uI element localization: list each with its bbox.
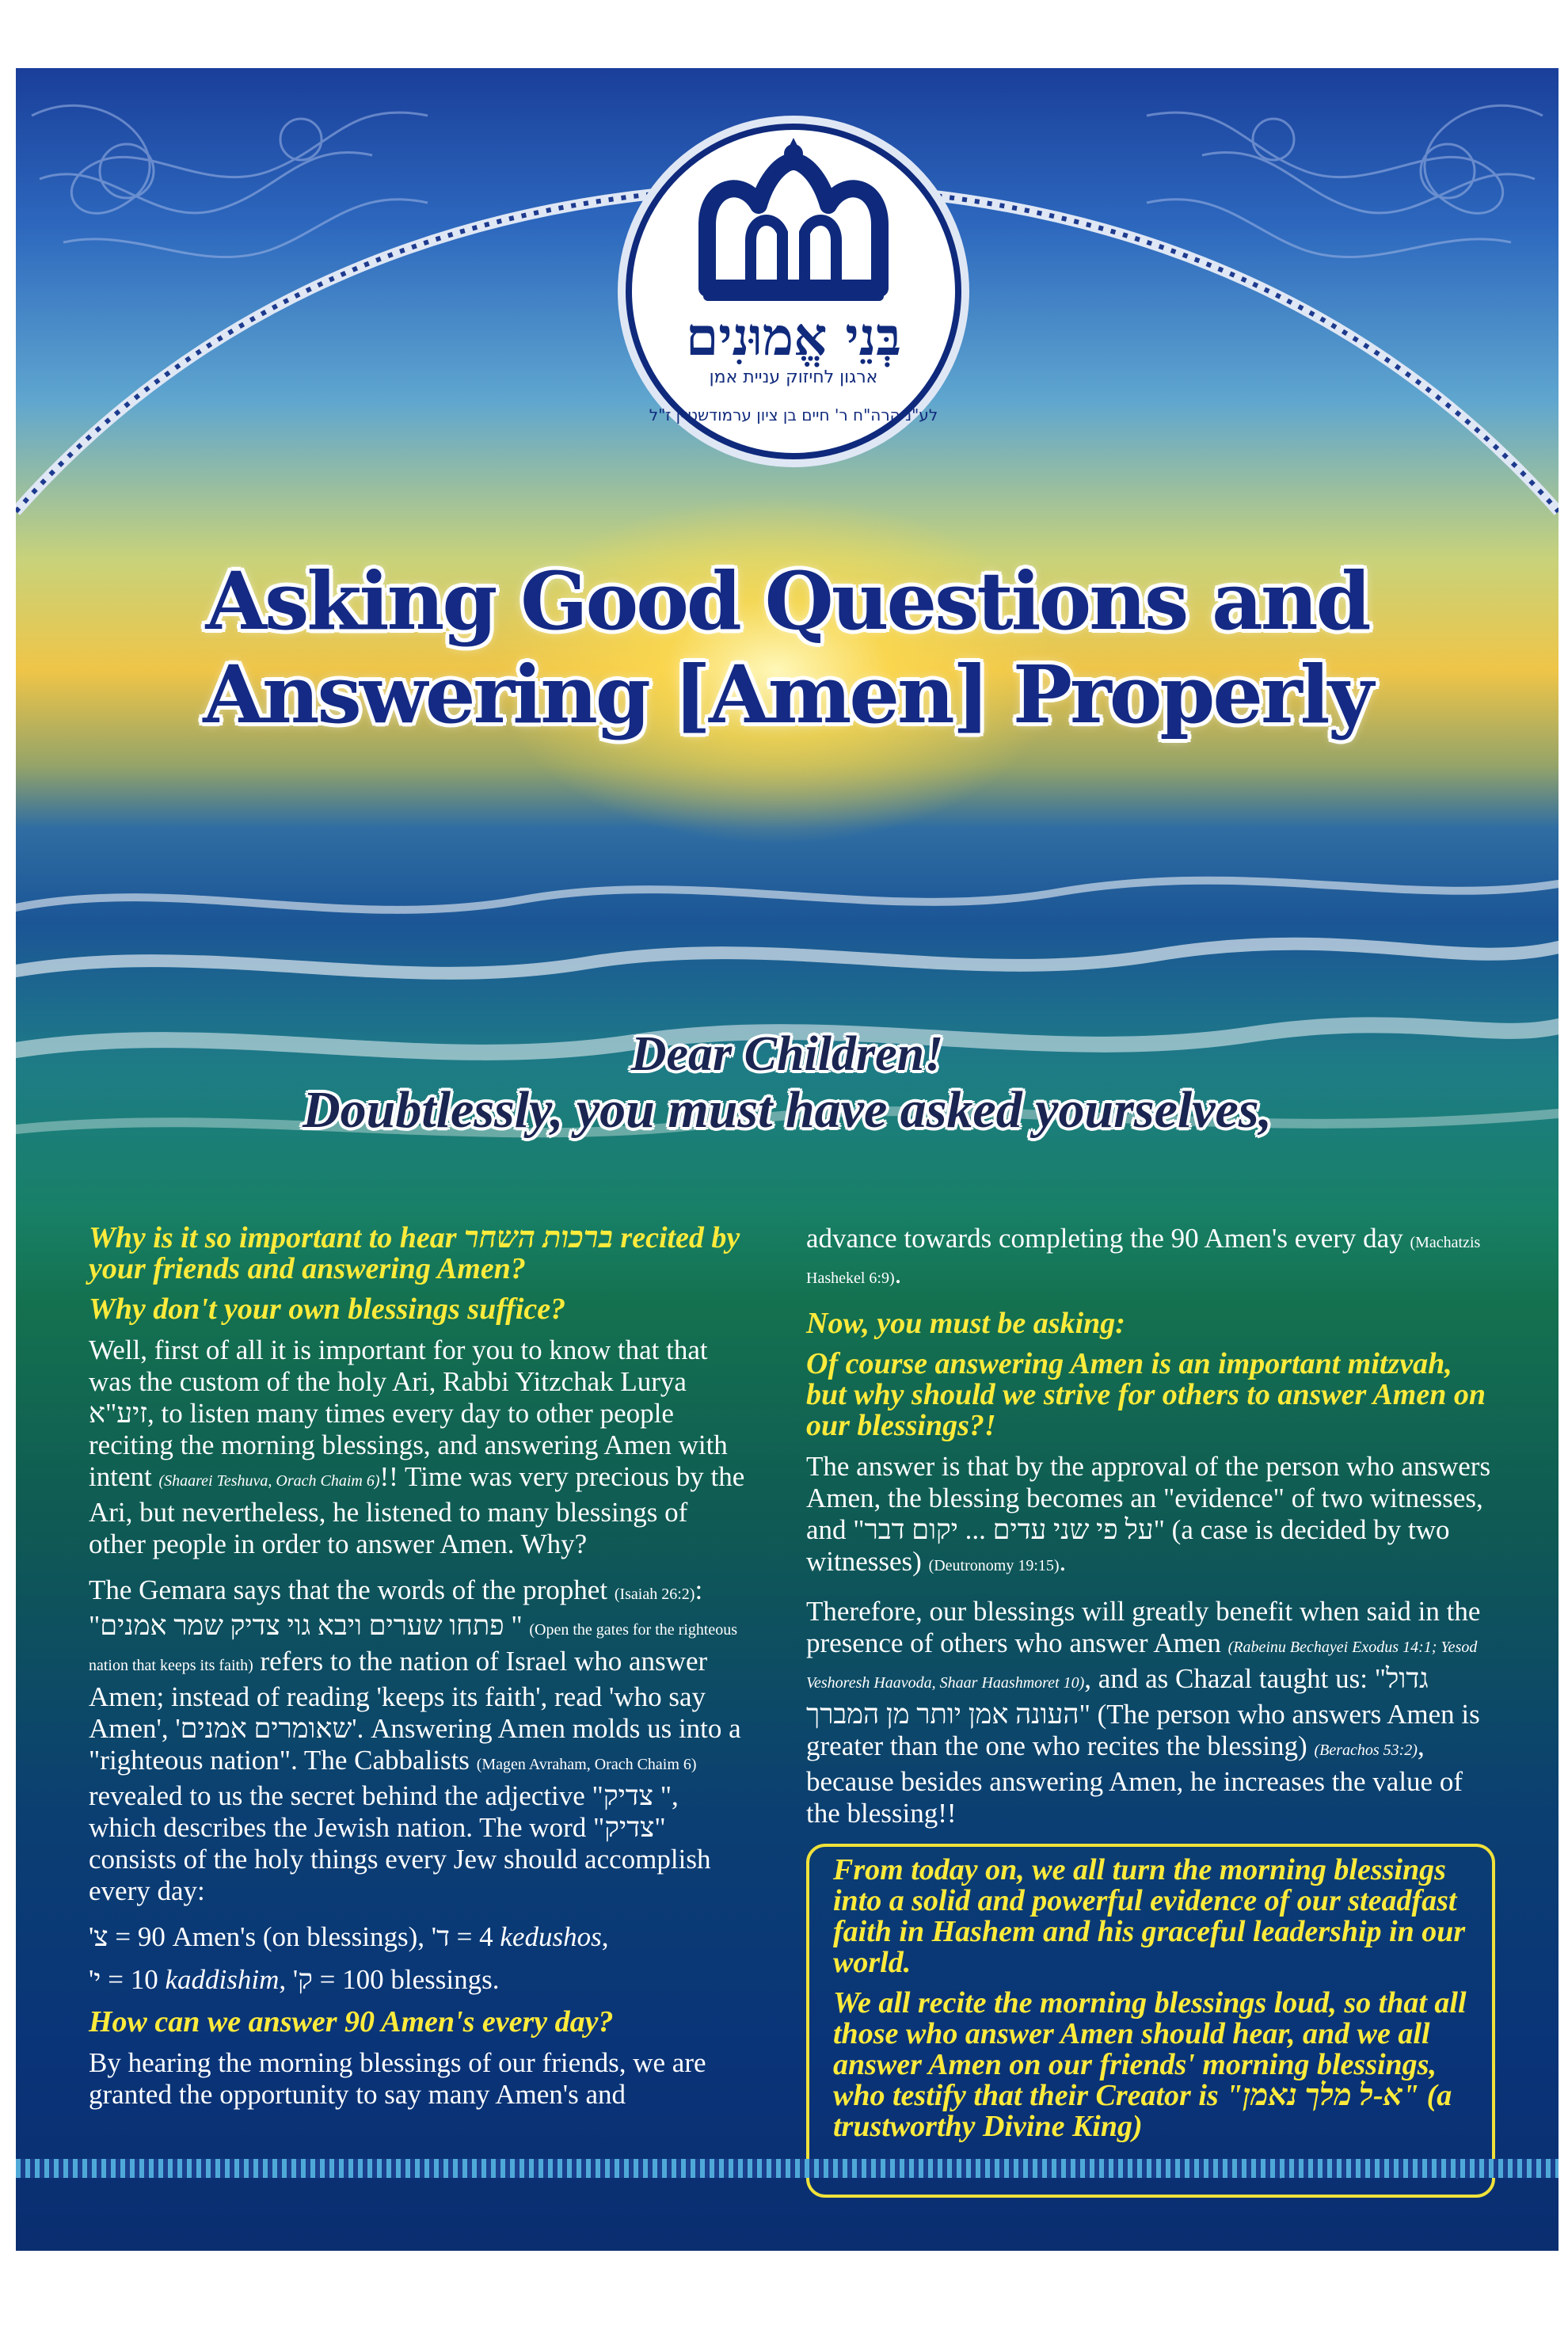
hebrew-letter: ק'	[292, 1964, 313, 1995]
text: " consists of the holy things every Jew should accomplish every day:	[89, 1812, 711, 1906]
text: The Gemara says that the words of the prophet	[89, 1574, 615, 1605]
crown-icon	[632, 130, 955, 312]
text: recited by your friends and answering Amen?	[89, 1221, 740, 1285]
hebrew-text: א-ל מלך נאמן	[1243, 2079, 1403, 2112]
gematria-line-2	[89, 1964, 746, 1996]
text: Well, first of all it is important for you to know that that was the custom of the holy Ari, Rabbi Yitzchak Lurya	[89, 1334, 708, 1397]
text: kaddishim	[165, 1964, 280, 1995]
hebrew-letter: ד'	[431, 1921, 450, 1952]
text: The answer is that by the approval of the person who answers Amen, the blessing becomes an "evidence" of two witnesses, and "	[806, 1451, 1491, 1545]
paragraph-ari	[89, 1334, 746, 1560]
text: " (The person who answers Amen is greater than the one who recites the blessing)	[806, 1699, 1480, 1761]
text: advance towards completing the 90 Amen's every day	[806, 1223, 1410, 1254]
source-reference: (Isaiah 26:2)	[614, 1586, 695, 1603]
text: , to listen many times every day to other people reciting the morning blessings, and answering Amen with intent	[89, 1398, 728, 1492]
sea-waves-decoration	[16, 813, 1558, 1224]
resolution-paragraph-2	[833, 1988, 1468, 2142]
text: Why is it so important to hear	[89, 1221, 465, 1254]
paragraph-hearing: By hearing the morning blessings of our friends, we are granted the opportunity to say many Amen's and	[89, 2047, 706, 2110]
poster	[16, 68, 1558, 2251]
gematria-line-1	[89, 1921, 746, 1953]
greeting-line-2: Doubtlessly, you must have asked yourselves,	[303, 1081, 1272, 1139]
hebrew-text: צדיק	[604, 1812, 655, 1843]
hebrew-text: שאומרים אמנים	[180, 1713, 352, 1744]
text: " (a trustworthy Divine King)	[833, 2079, 1452, 2143]
text: = 4	[449, 1921, 500, 1952]
question-why-others: Of course answering Amen is an important mitzvah, but why should we strive for others to answer Amen on our blessings?!	[806, 1347, 1486, 1442]
paragraph-advance	[806, 1223, 1495, 1294]
resolution-paragraph-1: From today on, we all turn the morning blessings into a solid and powerful evidence of our steadfast faith in Hashem and his graceful leadership in our world.	[833, 1853, 1466, 1979]
hebrew-letter: צ'	[89, 1921, 108, 1952]
text: " (a case is decided by two witnesses)	[806, 1514, 1450, 1577]
bottom-beaded-strip	[16, 2159, 1558, 2178]
text: We all recite the morning blessings loud, so that all those who answer Amen should hear, and we all answer Amen on our friends' morning blessings, who testify that their Creator is "	[833, 1986, 1467, 2112]
text: = 90 Amen's (on blessings),	[108, 1921, 432, 1952]
source-reference: (Magen Avraham, Orach Chaim 6)	[476, 1756, 697, 1773]
text: '. Answering Amen molds us into a "righteous nation". The Cabbalists	[89, 1713, 741, 1776]
source-reference: (Rabeinu Bechayei Exodus 14:1; Yesod Veshoresh Haavoda, Shaar Haashmoret 10)	[806, 1639, 1478, 1692]
text: : "	[89, 1574, 703, 1641]
paragraph-benefit	[806, 1596, 1495, 1829]
text: = 10	[101, 1964, 166, 1995]
text: = 100 blessings.	[312, 1964, 500, 1995]
organization-logo	[626, 124, 961, 459]
text: , because besides answering Amen, he increases the value of the blessing!!	[806, 1730, 1463, 1829]
hebrew-text: צדיק	[603, 1780, 653, 1811]
logo-name: בְּנֵי אֱמוּנִים	[686, 306, 901, 367]
text: !! Time was very precious by the Ari, but nevertheless, he listened to many blessings of other people in order to answer Amen. Why?	[89, 1461, 745, 1559]
text: , and as Chazal taught us: "	[1084, 1663, 1387, 1694]
text: refers to the nation of Israel who answer Amen; instead of reading 'keeps its faith', read 'who say Amen', '	[89, 1646, 708, 1744]
text: kedushos	[500, 1921, 602, 1952]
hebrew-text: ברכות השחר	[464, 1221, 613, 1254]
greeting	[16, 1026, 1558, 1139]
logo-subtitle: ארגון לחיזוק עניית אמן	[709, 367, 878, 387]
left-column	[89, 1223, 746, 2125]
greeting-line-1: Dear Children!	[630, 1027, 944, 1081]
hebrew-text: על פי שני עדים ... יקום דבר	[864, 1514, 1154, 1545]
source-reference: (Open the gates for the righteous nation that keeps its faith)	[89, 1621, 738, 1674]
text: .	[894, 1258, 902, 1289]
source-reference: (Shaarei Teshuva, Orach Chaim 6)	[158, 1472, 380, 1490]
text: revealed to us the secret behind the adjective "	[89, 1780, 603, 1811]
paragraph-witnesses	[806, 1451, 1495, 1582]
text: ,	[279, 1964, 293, 1995]
question-90-amens: How can we answer 90 Amen's every day?	[89, 2005, 614, 2039]
text: "	[504, 1610, 530, 1641]
hebrew-text: גדול העונה אמן יותר מן המברך	[806, 1663, 1429, 1730]
source-reference: (Deutronomy 19:15)	[928, 1557, 1060, 1574]
source-reference: (Machatzis Hashekel 6:9)	[806, 1234, 1481, 1287]
right-column	[806, 1223, 1495, 2198]
paragraph-gemara	[89, 1574, 746, 1907]
text: ", which describes the Jewish nation. The word "	[89, 1780, 679, 1843]
hebrew-text: זיע"א	[89, 1398, 148, 1429]
question-why-important	[89, 1223, 746, 1285]
question-now-asking: Now, you must be asking:	[806, 1307, 1125, 1340]
hebrew-letter: י'	[89, 1964, 101, 1995]
logo-dedication: לע"נ הרה"ח ר' חיים בן ציון ערמודשטיין ז"ל	[649, 405, 938, 424]
page-title: Asking Good Questions and Answering [Amen] Properly	[203, 554, 1372, 741]
text: Therefore, our blessings will greatly benefit when said in the presence of others who answer Amen	[806, 1596, 1481, 1658]
source-reference: (Berachos 53:2)	[1314, 1742, 1418, 1759]
hebrew-text: פתחו שערים ויבא גוי צדיק שמר אמנים	[100, 1610, 504, 1641]
text: ,	[601, 1921, 609, 1952]
question-own-blessings: Why don't your own blessings suffice?	[89, 1292, 566, 1326]
text: .	[1059, 1546, 1067, 1577]
resolution-box	[806, 1844, 1495, 2198]
